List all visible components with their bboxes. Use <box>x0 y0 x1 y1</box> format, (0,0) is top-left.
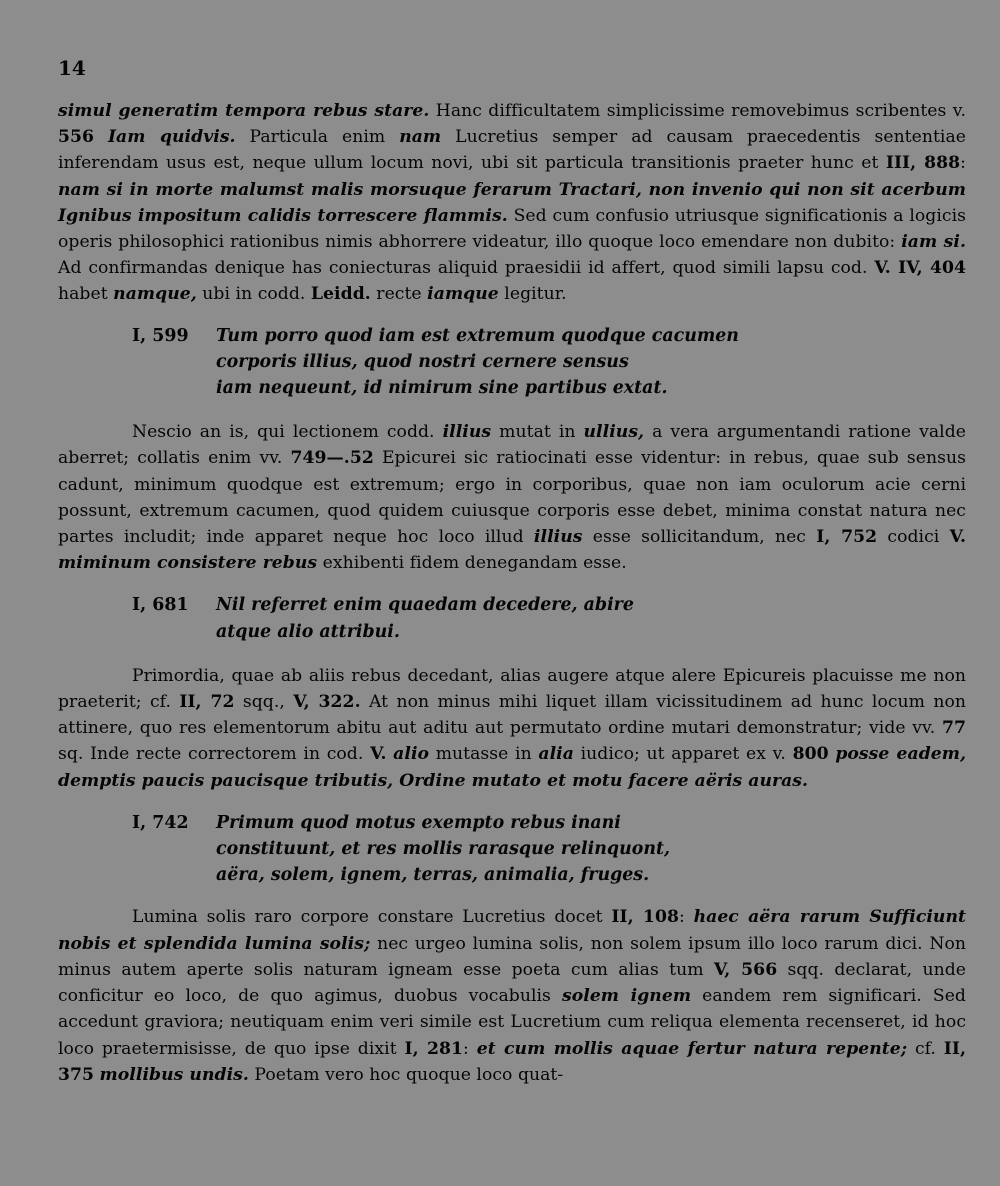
block-spacer <box>58 645 966 663</box>
paragraph-text: cf. <box>907 1038 944 1059</box>
verse-line: Primum quod motus exempto rebus inani <box>216 812 621 833</box>
block-spacer <box>58 888 966 904</box>
paragraph-text: Particula enim <box>235 127 400 148</box>
verse-line: Nil referret enim quaedam decedere, abire <box>216 595 634 616</box>
citation-ref: 556 <box>58 127 95 148</box>
paragraph-text: Lucretius semper ad causam praecedentis sententiae inferendam usus est, neque ullum locum novi, ubi sit particula transitionis praeter hunc et <box>58 127 967 174</box>
paragraph-text: a vera argumentandi ratione valde aberret; collatis enim vv. <box>58 422 966 469</box>
paragraph-text: habet <box>58 284 114 305</box>
quoted-text: iamque <box>427 284 499 305</box>
paragraph-text: Lumina solis raro corpore constare Lucretius docet <box>132 907 612 928</box>
paragraph-text: At non minus mihi liquet illam vicissitudinem ad hunc locum non attinere, quo res elementorum abitu aut aditu aut permutato ordine mutari demonstratur; vide vv. <box>58 692 967 739</box>
paragraph-text: sqq., <box>234 692 294 713</box>
citation-ref: V. IV, 404 <box>874 258 966 279</box>
quoted-text: alio <box>393 744 430 765</box>
citation-ref: I, 281 <box>404 1038 464 1059</box>
paragraph-text: Epicurei sic ratiocinati esse videntur: in rebus, quae sub sensus cadunt, minimum quodque est extremum; ergo in corporibus, quae non iam oculorum acie cerni possunt, extremum cacumen, quod quidem cuiusque corporis esse debet, minima constat natura nec partes includit; inde apparet neque hoc loco illud <box>58 448 966 548</box>
block-spacer <box>58 308 966 323</box>
quoted-text: nam <box>399 127 442 148</box>
paragraph-text: iudico; ut apparet ex v. <box>573 744 793 765</box>
block-spacer <box>58 576 966 592</box>
verse-quote <box>58 592 966 644</box>
citation-ref: 749—.52 <box>290 448 374 469</box>
quoted-text: nam si in morte malumst malis morsuque ferarum Tractari, non invenio qui non sit acerbum Ignibus impositum calidis torrescere flammis. <box>58 179 966 226</box>
paragraph-text: eandem rem significari. Sed accedunt graviora; neutiquam enim veri simile est Lucretium cum reliqua elementa recenseret, id hoc loco praetermisisse, de quo ipse dixit <box>58 986 966 1059</box>
citation-ref: 77 <box>941 718 966 739</box>
citation-ref: II, 375 <box>58 1038 966 1085</box>
paragraph-text: Poetam vero hoc quoque loco quat- <box>248 1064 564 1085</box>
citation-ref: II, 72 <box>179 692 235 713</box>
quoted-text: simul generatim tempora rebus stare. <box>58 101 430 121</box>
citation-ref: V. <box>949 527 966 548</box>
quoted-text: posse eadem, demptis paucis paucisque tributis, Ordine mutato et motu facere aëris auras. <box>58 744 967 791</box>
body-paragraph <box>58 663 966 794</box>
quoted-text: ullius, <box>583 422 645 443</box>
citation-ref: V, 566 <box>713 959 778 980</box>
paragraph-text: Sed cum confusio utriusque significationis a logicis operis philosophici rationibus nimis abhorrere videatur, illo quoque loco emendare non dubito: <box>58 205 966 253</box>
verse-line: constituunt, et res mollis rarasque relinquont, <box>216 839 671 860</box>
page-body <box>58 98 966 1088</box>
quoted-text: illius <box>533 527 583 548</box>
page-number: 14 <box>58 56 86 80</box>
citation-ref: II, 108 <box>611 907 679 928</box>
verse-reference: I, 681 <box>132 595 189 616</box>
paragraph-text <box>94 127 108 147</box>
citation-ref: V. <box>370 744 387 765</box>
paragraph-text: sq. Inde recte correctorem in cod. <box>58 744 371 765</box>
verse-line: iam nequeunt, id nimirum sine partibus extat. <box>216 378 668 399</box>
verse-line: atque alio attribui. <box>216 621 400 642</box>
paragraph-text: : <box>960 153 967 174</box>
block-spacer <box>58 794 966 810</box>
paragraph-text: Primordia, quae ab aliis rebus decedant, alias augere atque alere Epicureis placuisse me non praeterit; cf. <box>58 665 966 713</box>
quoted-text: mollibus undis. <box>99 1064 249 1085</box>
paragraph-text: esse sollicitandum, nec <box>582 527 817 548</box>
citation-ref: V, 322. <box>293 692 361 713</box>
quoted-text: miminum consistere rebus <box>58 553 318 574</box>
verse-quote <box>58 810 966 889</box>
quoted-text: iam si. <box>901 232 966 253</box>
quoted-text: alia <box>538 744 574 765</box>
body-paragraph <box>58 904 966 1087</box>
citation-ref: I, 752 <box>816 527 878 548</box>
verse-line: aëra, solem, ignem, terras, animalia, fruges. <box>216 865 650 886</box>
paragraph-text: recte <box>370 284 428 305</box>
verse-line: corporis illius, quod nostri cernere sensus <box>216 351 629 372</box>
verse-reference: I, 742 <box>132 812 189 833</box>
quoted-text: Iam quidvis. <box>107 127 236 148</box>
paragraph-text: Hanc difficultatem simplicissime removebimus scribentes v. <box>429 101 966 121</box>
quoted-text: illius <box>442 422 492 443</box>
paragraph-text: : <box>678 907 694 928</box>
verse-quote <box>58 323 966 402</box>
citation-ref: III, 888 <box>885 153 961 174</box>
quoted-text: namque, <box>113 284 197 305</box>
paragraph-text: legitur. <box>498 284 567 305</box>
citation-ref: 800 <box>792 744 829 765</box>
paragraph-text: codici <box>877 527 950 548</box>
paragraph-text: Nescio an is, qui lectionem codd. <box>132 422 443 443</box>
paragraph-text: : <box>463 1038 477 1059</box>
block-spacer <box>58 401 966 419</box>
quoted-text: haec aëra rarum Sufficiunt nobis et splendida lumina solis; <box>58 907 967 954</box>
paragraph-text: mutat in <box>491 422 584 443</box>
paragraph-text: exhibenti fidem denegandam esse. <box>317 553 627 574</box>
verse-reference: I, 599 <box>132 325 189 346</box>
verse-line: Tum porro quod iam est extremum quodque cacumen <box>216 325 739 346</box>
paragraph-text: nec urgeo lumina solis, non solem ipsum illo loco rarum dici. Non minus autem aperte solis naturam igneam esse poeta cum alias tum <box>58 933 966 980</box>
quoted-text: et cum mollis aquae fertur natura repente; <box>476 1038 908 1059</box>
paragraph-text: Ad confirmandas denique has coniecturas aliquid praesidii id affert, quod simili lapsu cod. <box>58 258 875 279</box>
body-paragraph <box>58 98 966 308</box>
paragraph-text: mutasse in <box>429 744 539 765</box>
paragraph-text: ubi in codd. <box>196 284 311 305</box>
citation-ref: Leidd. <box>310 284 371 305</box>
paragraph-text: sqq. declarat, unde conficitur eo loco, de quo agimus, duobus vocabulis <box>58 959 966 1007</box>
body-paragraph <box>58 419 966 576</box>
quoted-text: solem ignem <box>562 986 692 1007</box>
